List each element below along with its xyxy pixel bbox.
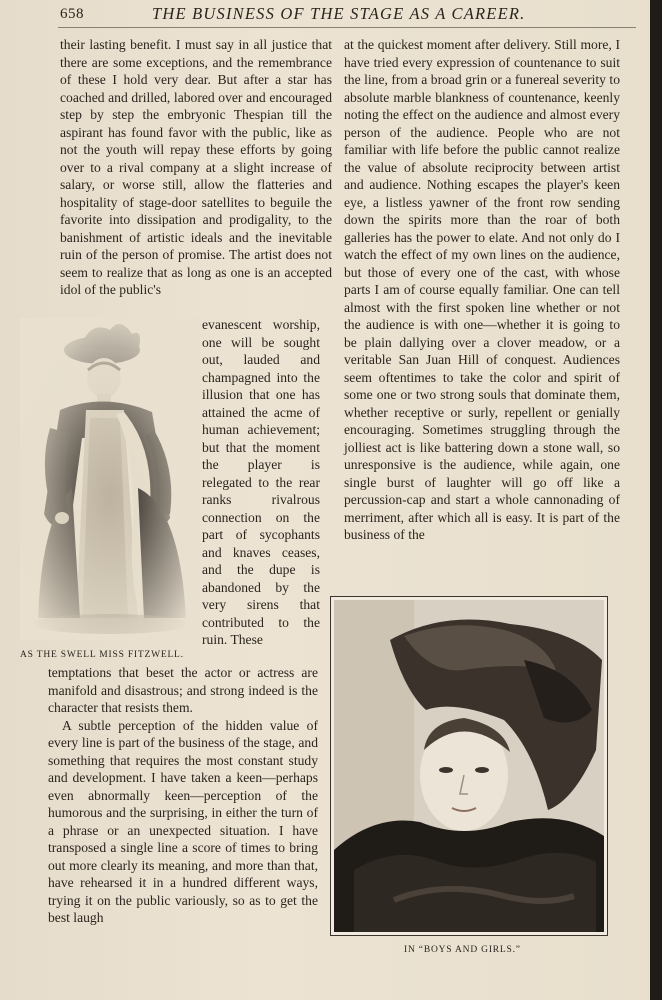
page-header: [60, 4, 632, 26]
header-rule: [58, 27, 636, 28]
right-column: [344, 36, 620, 544]
left-top-paragraph: their lasting benefit. I must say in all justice that there are some exceptions, and the remembrance of these I hold very dear. But after a star has coached and drilled, labored over and encouraged step by step the embryonic Thespian till the aspirant has found favor with the public, like as not the youth will repay these efforts by going over to a rival company at a slight increase of salary, or worse still, allow the flatteries and hospitality of stage-door satellites to beguile the favorite into dissipation and prodigality, to the banishment of artistic ideals and the inevitable ruin of the person of promise. The artist does not seem to realize that as long as one is an accepted idol of the public's: [60, 37, 332, 297]
portrait-miss-fitzwell: [20, 318, 200, 640]
right-figure-caption: IN “BOYS AND GIRLS.”: [404, 945, 521, 955]
left-bottom-paragraph-1: temptations that beset the actor or actress are manifold and disastrous; and strong indeed is the character that resists them.: [48, 665, 318, 715]
left-column-top: [60, 36, 332, 299]
woman-photo-plumed-hat: [334, 600, 604, 932]
left-column-bottom: [48, 664, 318, 927]
right-paragraph: at the quickest moment after delivery. Still more, I have tried every expression of countenance to suit the line, from a broad grin or a funereal severity to absolute marble blankness of countenance, keenly noting the effect on the audience and almost every person of the audience. People who are not familiar with life before the public cannot realize the value of absolute reciprocity between artist and audience. Nothing escapes the player's keen eye, a listless yawner of the front row sending down the spirits more than the roar of both galleries has the power to elate. And not only do I watch the effect of my own lines on the audience, but those of every one of the cast, with whose parts I am of course equally familiar. One can tell almost with the first spoken line whether or not the audience is with one—whether it is going to be plain dallying over a clover meadow, or a veritable San Juan Hill of conquest. Audiences seem oftentimes to take the color and spirit of some one or two strong souls that dominate them, whether receptive or surly, repellent or genially encouraging. Sometimes struggling through the jolliest act is like battering down a stone wall, so unresponsive is the audience, while again, one single burst of laughter will go off like a percussion-cap and start a whole cannonading of merriment, after which all is easy. It is part of the business of the: [344, 37, 620, 542]
page-number: 658: [60, 6, 84, 22]
running-title: THE BUSINESS OF THE STAGE AS A CAREER.: [152, 4, 526, 23]
photo-boys-and-girls: [330, 596, 608, 936]
left-figure-caption: AS THE SWELL MISS FITZWELL.: [20, 650, 184, 660]
left-wrap-paragraph: evanescent worship, one will be sought out, lauded and champagned into the illusion that one has attained the acme of human achievement; but that the moment the player is relegated to the rear ranks rivalrous connection on the part of sycophants and knaves ceases, and the dupe is abandoned by the very sirens that contributed to the ruin. These: [202, 317, 320, 647]
left-column-wrap: [202, 316, 320, 649]
left-bottom-paragraph-2: A subtle perception of the hidden value of every line is part of the business of the stage, and something that requires the most constant study and development. I have taken a keen—perhaps even abnormally keen—perception of the humorous and the surprising, in either the turn of a phrase or an unexpected situation. I have transposed a single line a score of times to bring out more clearly its meaning, and more than that, have rehearsed it in a hundred different ways, trying it on the public variously, so as to get the best laugh: [48, 717, 318, 925]
woman-portrait-engraving: [20, 318, 200, 640]
